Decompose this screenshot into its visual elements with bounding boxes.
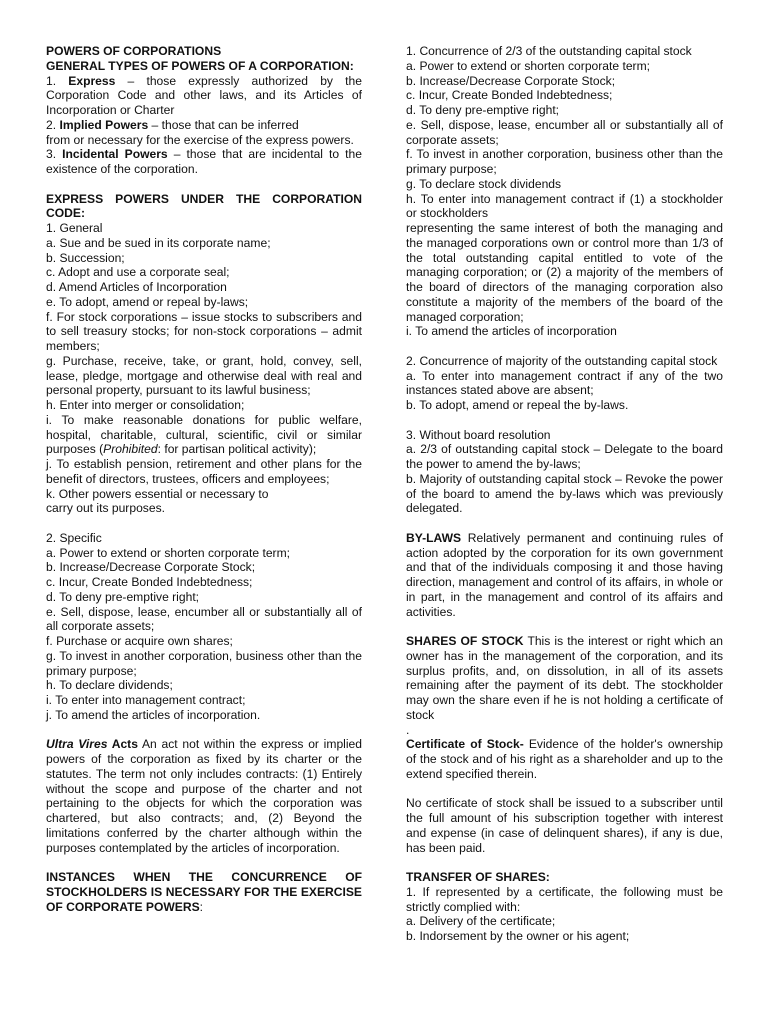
c1-item: c. Incur, Create Bonded Indebtedness; xyxy=(406,88,613,103)
specific-item: e. Sell, dispose, lease, encumber all or substantially all of all corporate assets; xyxy=(46,604,362,634)
general-item: b. Succession; xyxy=(46,250,125,265)
specific-item: j. To amend the articles of incorporation. xyxy=(46,707,261,722)
bylaws-body: Relatively permanent and continuing rules of action adopted by the corporation for its own government and that of the individuals composing it and those having direction, management and control of its affairs, in whole or in part, in the management and control of its affairs and activities. xyxy=(406,530,723,619)
type-num: 1. xyxy=(46,73,69,88)
shares-body: This is the interest or right which an owner has in the management of the corporation, and its surplus profits, and, on dissolution, in all of its assets remaining after the payment of its debt. The stockholder may own the share even if he is not holding a certificate of stock xyxy=(406,634,723,722)
c1-item: a. Power to extend or shorten corporate term; xyxy=(406,58,651,73)
bylaws-term: BY-LAWS xyxy=(406,530,462,545)
general-label: 1. General xyxy=(46,221,103,235)
donations-text-end: : for partisan political activity); xyxy=(157,442,317,457)
acts-term: Acts xyxy=(107,737,138,752)
c2-item: a. To enter into management contract if any of the two instances stated above are absent; xyxy=(406,368,723,398)
ultra-vires-body: An act not within the express or implied powers of the corporation as fixed by its charter or the statutes. The term not only includes contracts: (1) Entirely without the scope and purpose of the charter and not pertaining to the objects for which the corporation was chartered, but also contracts; and, (2) Beyond the limitations conferred by the charter although within the purposes contemplated by the articles of incorporation. xyxy=(46,737,362,855)
c1-label: 1. Concurrence of 2/3 of the outstanding capital stock xyxy=(406,44,692,58)
general-item: carry out its purposes. xyxy=(46,501,165,516)
specific-item: d. To deny pre-emptive right; xyxy=(46,589,200,604)
general-item: f. For stock corporations – issue stocks to subscribers and to sell treasury stocks; for non-stock corporations – admit members; xyxy=(46,309,362,353)
general-item: j. To establish pension, retirement and other plans for the benefit of directors, trustees, officers and employees; xyxy=(46,457,362,486)
shares-term: SHARES OF STOCK xyxy=(406,634,524,648)
no-certificate-paragraph: No certificate of stock shall be issued to a subscriber until the full amount of his subscription together with interest and expense (in case of delinquent shares), if any is due, has been paid. xyxy=(406,796,723,855)
specific-item: a. Power to extend or shorten corporate term; xyxy=(46,545,291,560)
shares-paragraph xyxy=(406,634,723,723)
ultra-vires-paragraph xyxy=(46,737,362,855)
general-item: c. Adopt and use a corporate seal; xyxy=(46,265,230,280)
type-implied xyxy=(46,118,362,133)
general-item: k. Other powers essential or necessary to xyxy=(46,486,269,501)
type-term: Incidental Powers xyxy=(62,147,168,162)
type-incidental xyxy=(46,147,362,177)
specific-item: c. Incur, Create Bonded Indebtedness; xyxy=(46,575,253,589)
instances-title: INSTANCES WHEN THE CONCURRENCE OF STOCKHOLDERS IS NECESSARY FOR THE EXERCISE OF CORPORATE POWERS xyxy=(46,870,362,914)
bylaws-paragraph xyxy=(406,531,723,620)
general-item-donations xyxy=(46,413,362,457)
type-implied-cont: from or necessary for the exercise of the express powers. xyxy=(46,132,354,147)
c3-item: b. Majority of outstanding capital stock – Revoke the power of the board to amend the by-laws which was previously delegated. xyxy=(406,471,723,516)
c1-item: e. Sell, dispose, lease, encumber all or substantially all of corporate assets; xyxy=(406,117,723,147)
specific-item: g. To invest in another corporation, business other than the primary purpose; xyxy=(46,648,362,678)
specific-label: 2. Specific xyxy=(46,530,102,545)
c1-item: f. To invest in another corporation, business other than the primary purpose; xyxy=(406,147,723,176)
type-term: Express xyxy=(68,73,116,88)
certificate-body: Evidence of the holder's ownership of the stock and of his right as a shareholder and up to the extend specified therein. xyxy=(406,737,723,781)
transfer-item: a. Delivery of the certificate; xyxy=(406,914,556,929)
left-column xyxy=(46,44,362,914)
transfer-heading: TRANSFER OF SHARES: xyxy=(406,870,550,884)
c1-item: i. To amend the articles of incorporation xyxy=(406,324,617,339)
c2-item: b. To adopt, amend or repeal the by-laws. xyxy=(406,398,629,412)
certificate-term: Certificate of Stock- xyxy=(406,737,524,752)
transfer-item: 1. If represented by a certificate, the following must be strictly complied with: xyxy=(406,884,723,914)
type-desc: – those expressly authorized by the Corporation Code and other laws, and its Articles of Incorporation or Charter xyxy=(46,73,362,117)
prohibited-label: Prohibited xyxy=(103,442,158,457)
general-item: d. Amend Articles of Incorporation xyxy=(46,280,227,294)
c1-item: representing the same interest of both the managing and the managed corporations own or control more than 1/3 of the total outstanding capital entitled to vote of the managing corporation; or (2) a majority of the members of the board of directors of the managing corporation also constitute a majority of the members of the board of the managed corporation; xyxy=(406,221,723,324)
specific-item: i. To enter into management contract; xyxy=(46,693,246,707)
type-express xyxy=(46,74,362,118)
general-item: g. Purchase, receive, take, or grant, hold, convey, sell, lease, pledge, mortgage and otherwise deal with real and personal property, pursuant to its lawful business; xyxy=(46,353,362,398)
general-item: a. Sue and be sued in its corporate name; xyxy=(46,235,271,250)
general-types-heading: GENERAL TYPES OF POWERS OF A CORPORATION: xyxy=(46,58,354,73)
donations-text: i. To make reasonable donations for public welfare, hospital, charitable, cultural, scientific, civil or similar purposes ( xyxy=(46,412,362,457)
c1-item: g. To declare stock dividends xyxy=(406,176,562,191)
ultra-vires-term: Ultra Vires xyxy=(46,737,108,752)
specific-item: f. Purchase or acquire own shares; xyxy=(46,634,233,648)
instances-colon: : xyxy=(199,899,204,914)
type-desc: – those that can be inferred xyxy=(148,117,299,132)
transfer-item: b. Indorsement by the owner or his agent; xyxy=(406,929,630,943)
c2-label: 2. Concurrence of majority of the outstanding capital stock xyxy=(406,353,718,368)
doc-title: POWERS OF CORPORATIONS xyxy=(46,44,222,58)
c3-label: 3. Without board resolution xyxy=(406,427,551,442)
c1-item: b. Increase/Decrease Corporate Stock; xyxy=(406,73,616,88)
certificate-paragraph xyxy=(406,737,723,781)
type-desc: – those that are incidental to the existence of the corporation. xyxy=(46,147,362,176)
type-num: 3. xyxy=(46,147,63,162)
instances-heading xyxy=(46,870,362,914)
type-num: 2. xyxy=(46,117,60,132)
c1-item: h. To enter into management contract if (1) a stockholder or stockholders xyxy=(406,191,723,221)
general-item: e. To adopt, amend or repeal by-laws; xyxy=(46,294,249,309)
express-powers-heading: EXPRESS POWERS UNDER THE CORPORATION CODE: xyxy=(46,191,362,221)
general-item: h. Enter into merger or consolidation; xyxy=(46,398,245,412)
type-term: Implied Powers xyxy=(59,117,149,132)
specific-item: h. To declare dividends; xyxy=(46,678,173,693)
shares-dot: . xyxy=(406,722,410,737)
specific-item: b. Increase/Decrease Corporate Stock; xyxy=(46,560,256,575)
right-column xyxy=(406,44,723,944)
c1-item: d. To deny pre-emptive right; xyxy=(406,103,560,117)
c3-item: a. 2/3 of outstanding capital stock – Delegate to the board the power to amend the by-laws; xyxy=(406,442,723,471)
